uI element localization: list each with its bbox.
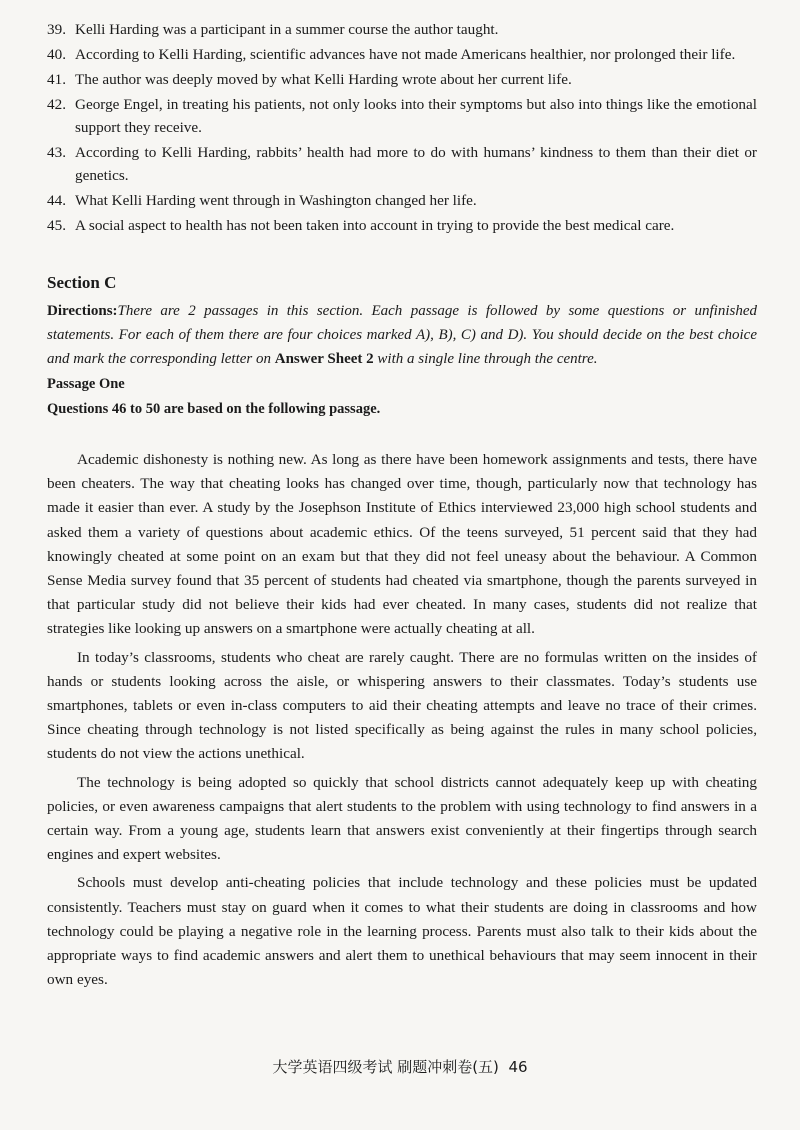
page-footer: [0, 1056, 800, 1077]
passage-paragraph-4: Schools must develop anti-cheating policies that include technology and these policies must be updated consistently. Teachers must stay on guard when it comes to what their students are doing in classrooms and how technology could be playing a negative role in the learning process. Parents must also talk to their kids about the appropriate ways to find academic answers and alert them to unethical behaviours that may seem innocent in their own eyes.: [47, 874, 757, 989]
statement-number: 39.: [47, 21, 66, 38]
page-number: 46: [508, 1058, 528, 1076]
statement-44: [47, 189, 757, 212]
statement-43: [47, 141, 757, 187]
passage-paragraph-1: Academic dishonesty is nothing new. As long as there have been homework assignments and tests, there have been cheaters. The way that cheating looks has changed over time, though, particularly now that technology has made it easier than ever. A study by the Josephson Institute of Ethics interviewed 23,000 high school students and asked them a variety of questions about academic ethics. Of the teens surveyed, 51 percent said that they had knowingly cheated at some point on an exam but that they did not feel uneasy about the behaviour. A Common Sense Media survey found that 35 percent of students had cheated via smartphone, though the parents surveyed in that particular study did not believe their kids had ever cheated. In many cases, students did not realize that strategies like looking up answers on a smartphone were actually cheating at all.: [47, 451, 757, 638]
statement-list: [47, 18, 757, 239]
passage-label: Passage One: [47, 376, 125, 392]
directions-text: There are 2 passages in this section. Each passage is followed by some questions or unfinished statements. For each of them there are four choices marked A), B), C) and D). You should decide on the best choice and mark the corresponding letter on: [47, 303, 757, 367]
statement-number: 45.: [47, 217, 66, 234]
statement-text: George Engel, in treating his patients, not only looks into their symptoms but also into things like the emotional support they receive.: [75, 96, 757, 136]
statement-45: [47, 214, 757, 237]
statement-number: 40.: [47, 46, 66, 63]
statement-number: 44.: [47, 192, 66, 209]
section-c: [47, 271, 757, 421]
statement-text: Kelli Harding was a participant in a summer course the author taught.: [75, 21, 499, 38]
directions-text-end: with a single line through the centre.: [373, 351, 598, 367]
statement-text: A social aspect to health has not been taken into account in trying to provide the best medical care.: [75, 217, 675, 234]
passage-body: [47, 448, 757, 996]
directions-label: Directions:: [47, 303, 118, 319]
statement-text: According to Kelli Harding, scientific advances have not made Americans healthier, nor prolonged their life.: [75, 46, 736, 63]
section-title: Section C: [47, 273, 117, 292]
questions-label: Questions 46 to 50 are based on the following passage.: [47, 401, 381, 417]
statement-text: According to Kelli Harding, rabbits’ health had more to do with humans’ kindness to them than their diet or genetics.: [75, 144, 757, 184]
statement-40: [47, 43, 757, 66]
passage-paragraph-2: In today’s classrooms, students who cheat are rarely caught. There are no formulas written on the insides of hands or students looking across the aisle, or whispering answers to their classmates. Today’s students use smartphones, tablets or even in-class computers to aid their cheating attempts and leave no trace of their crimes. Since cheating through technology is not listed specifically as being against the rules in many school policies, students do not view the actions unethical.: [47, 648, 757, 763]
statement-number: 42.: [47, 96, 66, 113]
statement-number: 43.: [47, 144, 66, 161]
statement-39: [47, 18, 757, 41]
statement-41: [47, 68, 757, 91]
answer-sheet-label: Answer Sheet 2: [274, 351, 374, 367]
passage-paragraph-3: The technology is being adopted so quickly that school districts cannot adequately keep up with cheating policies, or even awareness campaigns that alert students to the problem with using technology to find answers in a certain way. From a young age, students learn that answers exist conveniently at their fingertips through search engines and expert websites.: [47, 773, 757, 864]
statement-text: The author was deeply moved by what Kelli Harding wrote about her current life.: [75, 71, 572, 88]
footer-title: 大学英语四级考试 刷题冲刺卷(五): [272, 1058, 499, 1076]
statement-text: What Kelli Harding went through in Washington changed her life.: [75, 192, 477, 209]
directions: [47, 299, 757, 371]
statement-number: 41.: [47, 71, 66, 88]
statement-42: [47, 93, 757, 139]
